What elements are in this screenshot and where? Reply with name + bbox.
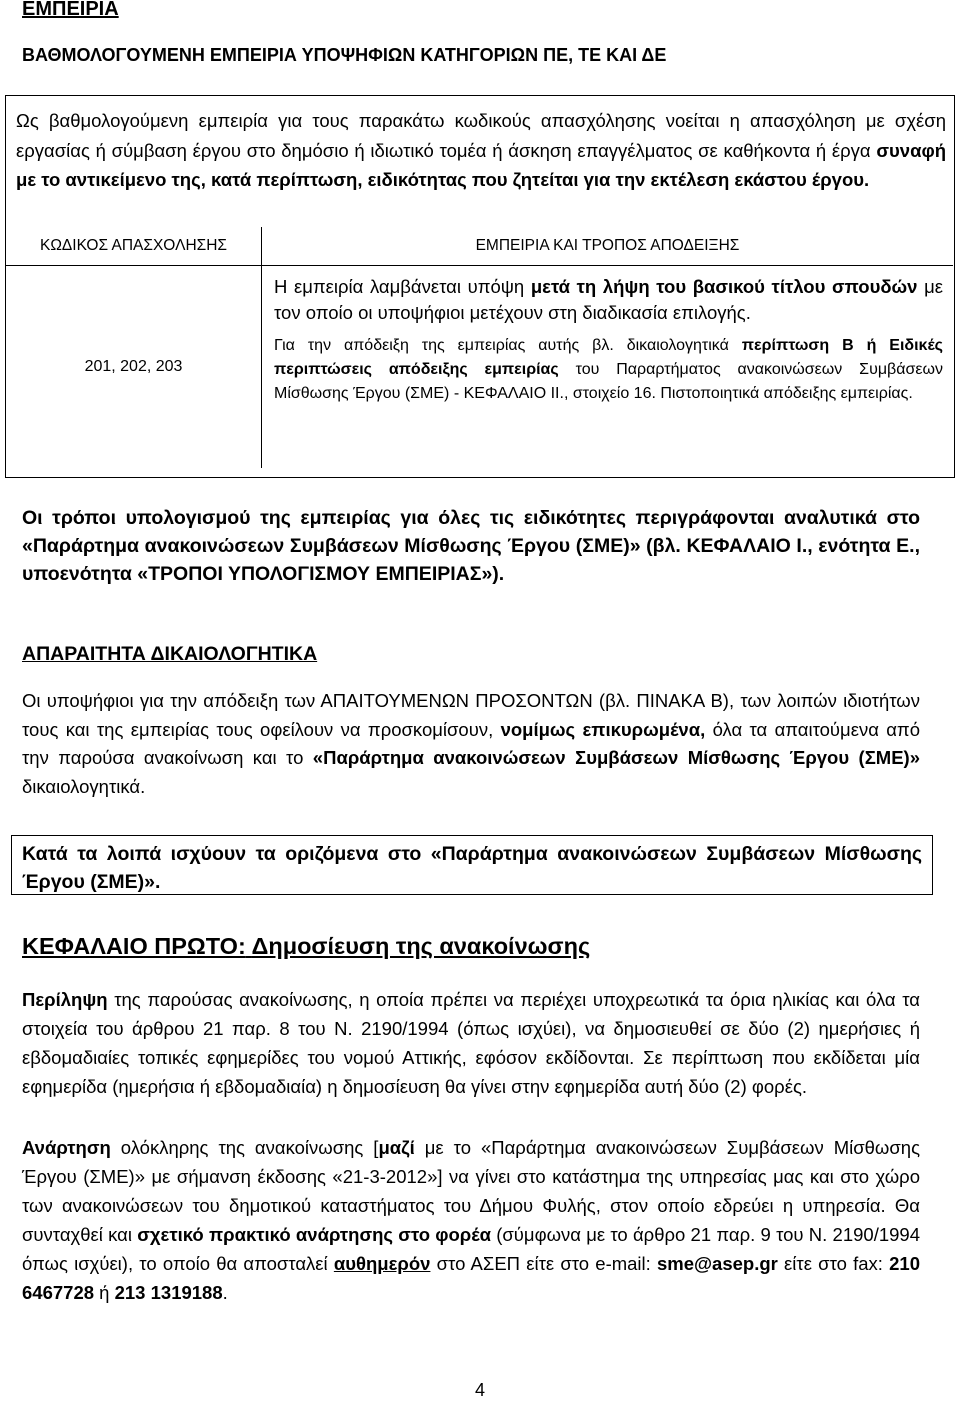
- intro-paragraph: [16, 106, 946, 195]
- table-header-row: [6, 227, 953, 266]
- exp-bold-text: περίπτωση Β ή Ειδικές περιπτώσεις απόδειξης εμπειρίας: [274, 337, 943, 378]
- calculation-note: Οι τρόποι υπολογισμού της εμπειρίας για όλες τις ειδικότητες περιγράφονται αναλυτικά στο «Παράρτημα ανακοινώσεων Συμβάσεων Μίσθωσης Έργου (ΣΜΕ)» (βλ. ΚΕΦΑΛΑΙΟ Ι., ενότητα Ε., υποενότητα «ΤΡΟΠΟΙ ΥΠΟΛΟΓΙΣΜΟΥ ΕΜΠΕΙΡΙΑΣ»).: [22, 507, 920, 585]
- page-number: 4: [474, 1380, 485, 1400]
- posting-text: (σύμφωνα με το άρθρο 21 παρ. 9 του Ν. 2190/1994 όπως ισχύει), το οποίο θα αποσταλεί: [22, 1224, 920, 1274]
- posting-text: ολόκληρης της ανακοίνωσης [: [110, 1137, 379, 1158]
- column-header-experience: ΕΜΠΕΙΡΙΑ ΚΑΙ ΤΡΟΠΟΣ ΑΠΟΔΕΙΞΗΣ: [262, 227, 954, 266]
- exp-bold-text: μετά τη λήψη του βασικού τίτλου σπουδών: [530, 276, 918, 297]
- posting-bold-underlined-text: αυθημερόν: [333, 1253, 431, 1274]
- posting-text: είτε στο fax:: [777, 1253, 890, 1274]
- column-header-code: ΚΩΔΙΚΟΣ ΑΠΑΣΧΟΛΗΣΗΣ: [6, 227, 262, 266]
- req-text: δικαιολογητικά.: [22, 775, 146, 797]
- req-bold-text: νομίμως επικυρωμένα,: [500, 718, 706, 740]
- exp-text: Για την απόδειξη της εμπειρίας αυτής βλ. δικαιολογητικά: [274, 337, 742, 354]
- posting-text: με το «Παράρτημα ανακοινώσεων Συμβάσεων Μίσθωσης Έργου (ΣΜΕ)» με σήμανση έκδοσης «21-3-2012»] να γίνει στο κατάστημα της υπηρεσίας μας και στο χώρο των ανακοινώσεων του δημοτικού καταστήματος του Δήμου Φυλής, στον οποίο εδρεύει η υπηρεσία. Θα συνταχθεί και: [22, 1137, 920, 1245]
- intro-text: Ως βαθμολογούμενη εμπειρία για τους παρακάτω κωδικούς απασχόλησης νοείται η απασχόληση με σχέση εργασίας ή σύμβαση έργου στο δημόσιο ή ιδιωτικό τομέα ή άσκηση επαγγέλματος σε καθήκοντα ή έργα: [16, 110, 946, 161]
- posting-bold-text: σχετικό πρακτικό ανάρτησης στο φορέα: [137, 1224, 491, 1245]
- fax-number-1: 210 6467728: [22, 1253, 920, 1303]
- other-rules-box: [11, 835, 933, 895]
- email-address: sme@asep.gr: [656, 1253, 778, 1274]
- table-row: [6, 266, 953, 469]
- exp-text: του Παραρτήματος ανακοινώσεων Συμβάσεων Μίσθωσης Έργου (ΣΜΕ) - ΚΕΦΑΛΑΙΟ ΙΙ., στοιχείο 16. Πιστοποιητικά απόδειξης εμπειρίας.: [274, 361, 943, 402]
- summary-text: της παρούσας ανακοίνωσης, η οποία πρέπει να περιέχει υποχρεωτικά τα όρια ηλικίας και όλα τα στοιχεία του άρθρου 21 παρ. 8 του Ν. 2190/1994 (όπως ισχύει), να δημοσιευθεί σε δύο (2) ημερήσιες ή εβδομαδιαίες τοπικές εφημερίδες του νομού Αττικής, εφόσον εκδίδονται. Σε περίπτωση που εκδίδεται μία εφημερίδα (ημερήσια ή εβδομαδιαία) η δημοσίευση θα γίνει στην εφημερίδα αυτή δύο (2) φορές.: [22, 989, 920, 1097]
- posting-text: .: [222, 1282, 228, 1303]
- summary-paragraph: [22, 985, 920, 1101]
- experience-box: [5, 95, 955, 478]
- exp-text: Η εμπειρία λαμβάνεται υπόψη: [274, 276, 531, 297]
- posting-bold-text: μαζί: [378, 1137, 415, 1158]
- chapter-title: Δημοσίευση της ανακοίνωσης: [251, 933, 591, 959]
- exp-text: με τον οποίο οι υποψήφιοι μετέχουν στη διαδικασία επιλογής.: [274, 276, 943, 323]
- experience-paragraph-2: [274, 334, 943, 406]
- experience-paragraph-1: [274, 274, 943, 325]
- req-text: όλα τα απαιτούμενα από την παρούσα ανακοίνωση και το: [22, 718, 920, 768]
- chapter-heading: [22, 933, 590, 960]
- section-subtitle: ΒΑΘΜΟΛΟΓΟΥΜΕΝΗ ΕΜΠΕΙΡΙΑ ΥΠΟΨΗΦΙΩΝ ΚΑΤΗΓΟΡΙΩΝ ΠΕ, ΤΕ ΚΑΙ ΔΕ: [22, 45, 667, 65]
- req-text: Οι υποψήφιοι για την απόδειξη των ΑΠΑΙΤΟΥΜΕΝΩΝ ΠΡΟΣΟΝΤΩΝ (βλ. ΠΙΝΑΚΑ Β), των λοιπών ιδιοτήτων τους και της εμπειρίας τους οφείλουν να προσκομίσουν,: [22, 690, 920, 740]
- chapter-prefix: ΚΕΦΑΛΑΙΟ ΠΡΩΤΟ:: [22, 933, 246, 959]
- fax-number-2: 213 1319188: [114, 1282, 223, 1303]
- required-docs-paragraph: [22, 687, 920, 801]
- experience-table: [6, 227, 953, 468]
- req-bold-text: «Παράρτημα ανακοινώσεων Συμβάσεων Μίσθωσης Έργου (ΣΜΕ)»: [312, 747, 920, 768]
- posting-text: ή: [94, 1282, 115, 1303]
- other-rules-text: Κατά τα λοιπά ισχύουν τα οριζόμενα στο «Παράρτημα ανακοινώσεων Συμβάσεων Μίσθωσης Έργου (ΣΜΕ)».: [22, 843, 922, 893]
- posting-text: στο ΑΣΕΠ είτε στο e-mail:: [430, 1253, 657, 1274]
- posting-bold-text: Ανάρτηση: [22, 1137, 111, 1158]
- experience-proof-cell: [262, 266, 954, 469]
- posting-paragraph: [22, 1133, 920, 1307]
- summary-bold-text: Περίληψη: [22, 989, 108, 1010]
- section-title-experience: ΕΜΠΕΙΡΙΑ: [22, 0, 119, 20]
- intro-bold-text: συναφή με το αντικείμενο της, κατά περίπτωση, ειδικότητας που ζητείται για την εκτέλεση εκάστου έργου.: [16, 139, 946, 190]
- required-docs-title: ΑΠΑΡΑΙΤΗΤΑ ΔΙΚΑΙΟΛΟΓΗΤΙΚΑ: [22, 643, 318, 665]
- employment-codes-cell: 201, 202, 203: [6, 266, 262, 469]
